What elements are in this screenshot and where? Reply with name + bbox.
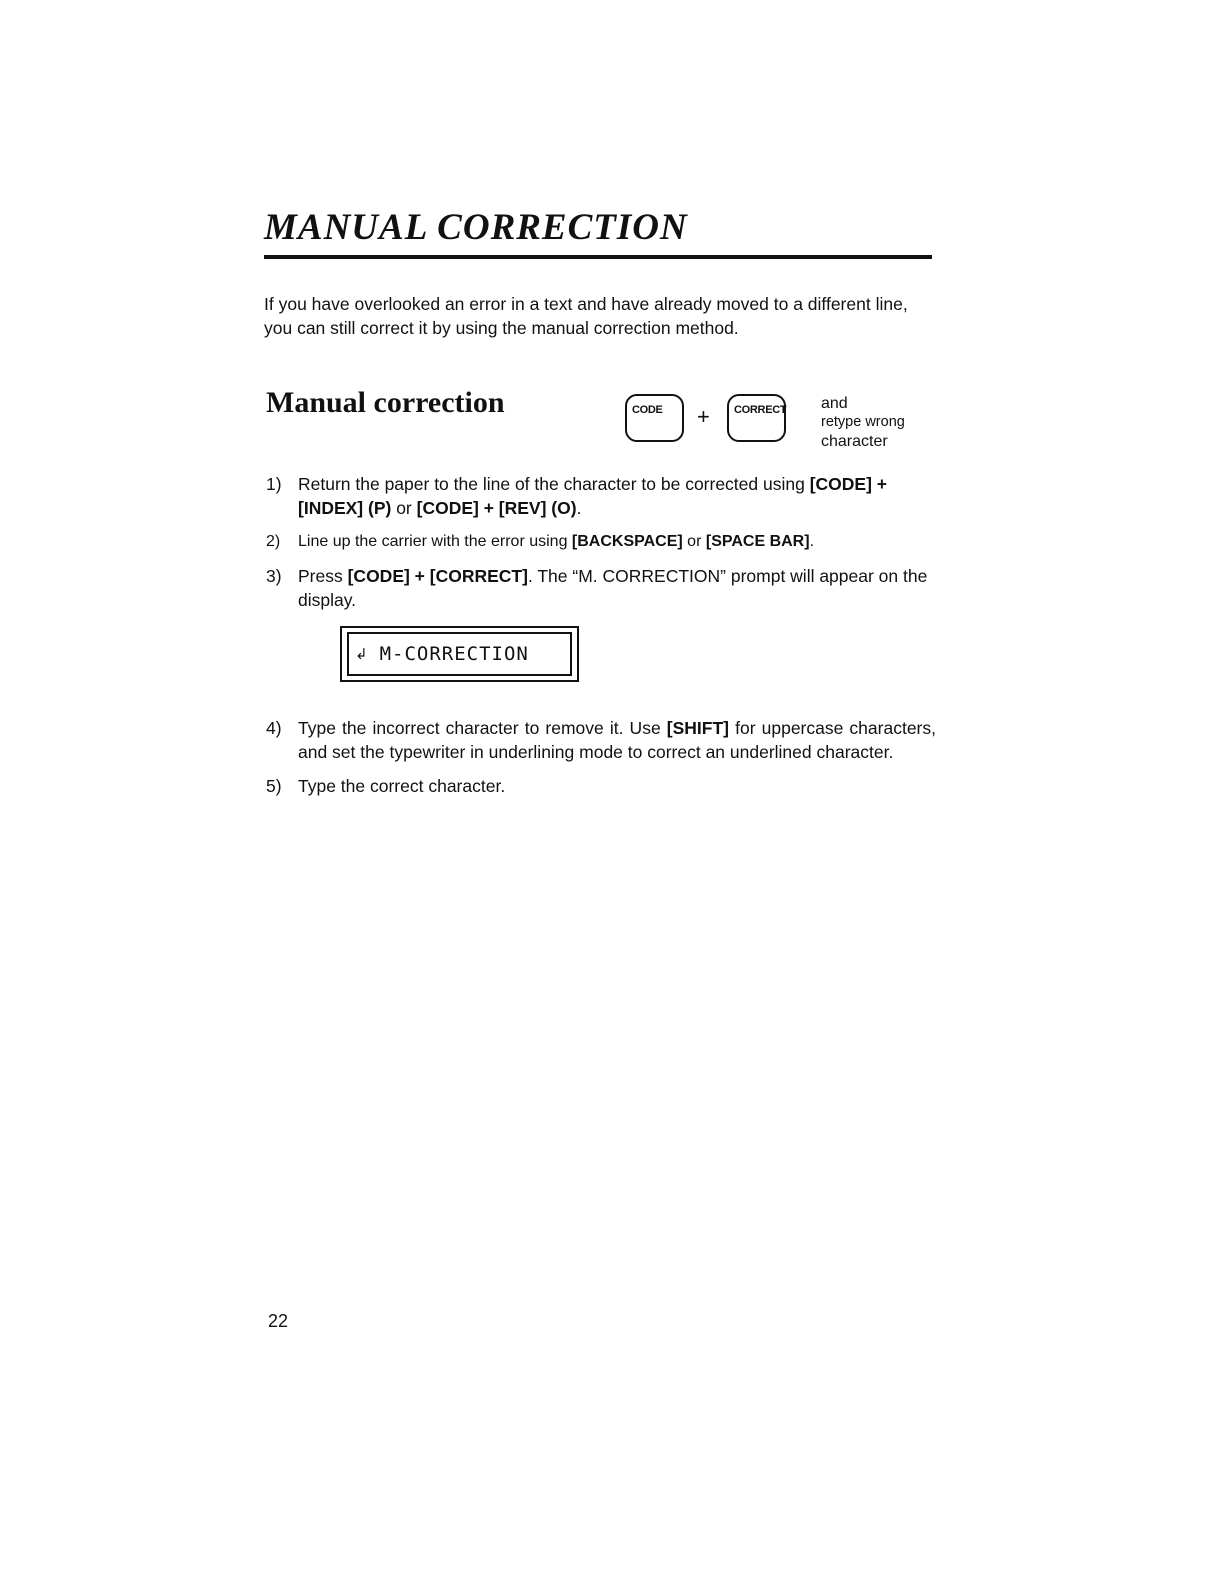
intro-paragraph: If you have overlooked an error in a text and have already moved to a different line, you can still correct it by using the manual correction method. [264,294,908,338]
key-note [821,394,905,451]
step-2 [266,530,936,554]
step-number: 2) [266,533,281,550]
display-screen [347,632,572,676]
step-number: 5) [266,776,282,796]
step-text: Type the incorrect character to remove it. Use [298,718,667,738]
return-arrow-icon: ↲ [355,646,368,663]
key-note-line2: retype wrong [821,414,905,430]
section-heading: Manual correction [266,386,505,419]
display-illustration [340,626,936,698]
key-combo: [BACKSPACE] [571,533,683,550]
steps-list [266,472,936,798]
step-text: for uppercase characters, and set the typewriter in underlining mode to correct an underlined character. [298,718,936,762]
page-title: MANUAL CORRECTION [264,207,688,248]
key-combo: [CODE] + [CORRECT] [347,566,528,586]
key-combo: [CODE] + [INDEX] (P) [298,474,888,518]
step-text: . [576,498,582,518]
key-note-line1: and [821,395,848,412]
step-3 [266,564,936,612]
key-combo: [SPACE BAR] [705,533,810,550]
step-text: or [682,533,706,550]
display-text: M-CORRECTION [379,643,529,665]
step-5 [266,774,936,798]
step-text: . [809,533,815,550]
code-key-label: CODE [632,404,663,416]
step-text: Press [298,566,348,586]
key-combo: [CODE] + [REV] (O) [416,498,577,518]
plus-sign: + [697,404,710,429]
correct-key-label: CORRECT [734,404,787,416]
step-1 [266,472,936,520]
step-text: Type the correct character. [298,776,506,796]
key-combo: [SHIFT] [666,718,729,738]
step-4 [266,716,936,764]
step-text: Line up the carrier with the error using [298,533,572,550]
key-note-line3: character [821,433,888,450]
page-number: 22 [268,1311,289,1331]
display-frame [340,626,579,682]
step-text: Return the paper to the line of the character to be corrected using [298,474,810,494]
step-text: . The “M. CORRECTION” prompt will appear on the display. [298,566,928,610]
step-number: 1) [266,474,282,494]
correct-key-icon [727,394,786,442]
step-number: 3) [266,566,282,586]
code-key-icon [625,394,684,442]
step-number: 4) [266,718,282,738]
step-text: or [391,498,417,518]
title-rule [264,255,932,259]
